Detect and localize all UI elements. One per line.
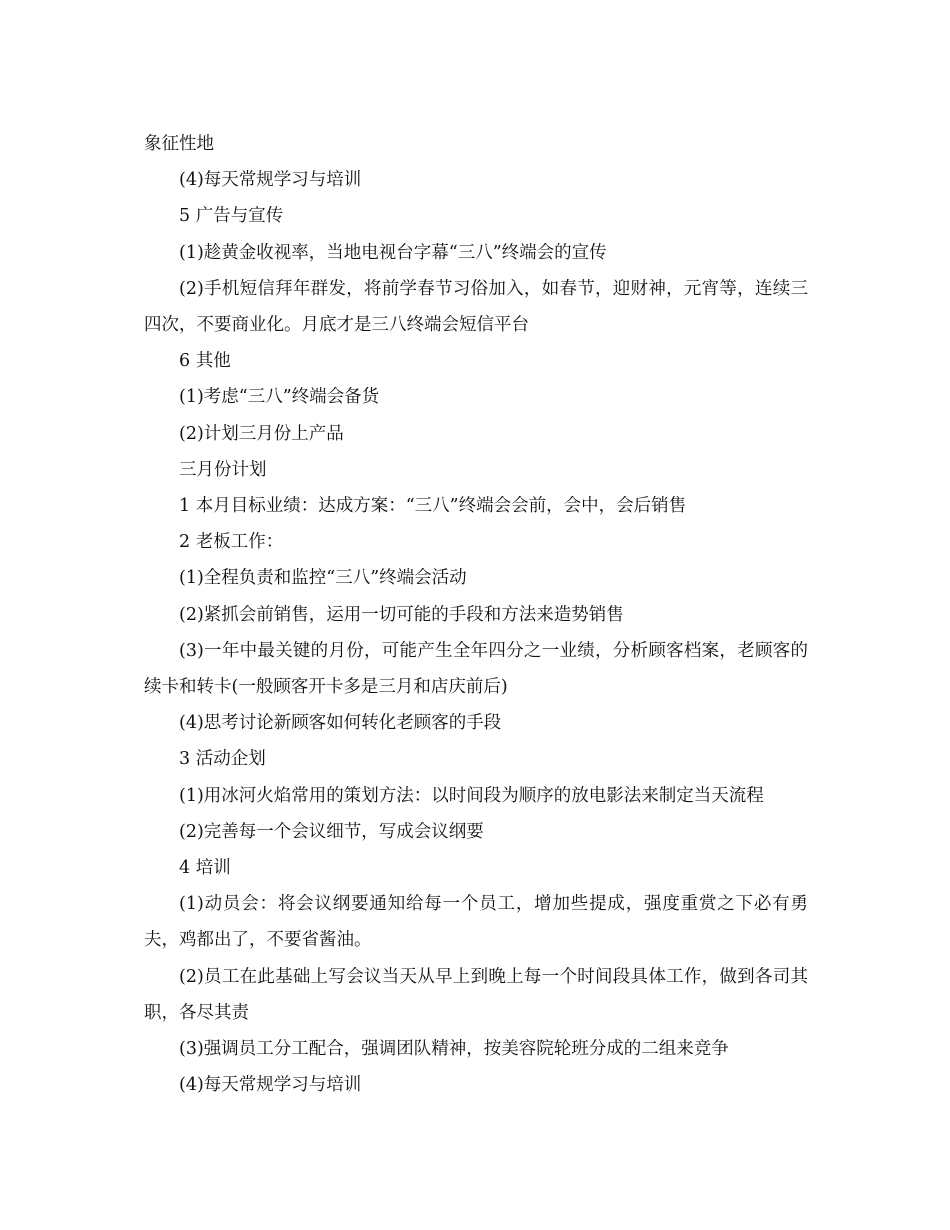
paragraph-item: (1)动员会：将会议纲要通知给每一个员工，增加些提成，强度重赏之下必有勇夫，鸡都出了，不要省酱油。 [144, 894, 808, 951]
paragraph-item: (4)思考讨论新顾客如何转化老顾客的手段 [179, 713, 502, 734]
paragraph-item: (4)每天常规学习与培训 [179, 1075, 362, 1096]
section-heading: 5 广告与宣传 [179, 206, 284, 227]
section-heading: 4 培训 [179, 858, 231, 879]
paragraph-item: (2)紧抓会前销售，运用一切可能的手段和方法来造势销售 [179, 604, 624, 625]
paragraph-item: (1)考虑“三八”终端会备货 [179, 387, 380, 408]
paragraph-item: (2)完善每一个会议细节，写成会议纲要 [179, 821, 484, 842]
paragraph-item: (3)一年中最关键的月份，可能产生全年四分之一业绩，分析顾客档案，老顾客的续卡和转卡(一般顾客开卡多是三月和店庆前后) [144, 640, 808, 698]
paragraph-item: (2)员工在此基础上写会议当天从早上到晚上每一个时间段具体工作，做到各司其职，各尽其责 [144, 966, 808, 1023]
section-heading: 1 本月目标业绩：达成方案：“三八”终端会会前，会中，会后销售 [179, 496, 687, 517]
paragraph-item: (2)手机短信拜年群发，将前学春节习俗加入，如春节，迎财神，元宵等，连续三四次，不要商业化。月底才是三八终端会短信平台 [144, 278, 808, 336]
paragraph-item: (2)计划三月份上产品 [179, 423, 344, 444]
paragraph-item: (1)趁黄金收视率，当地电视台字幕“三八”终端会的宣传 [179, 242, 607, 263]
paragraph-item: (1)全程负责和监控“三八”终端会活动 [179, 568, 467, 589]
plan-heading: 三月份计划 [179, 459, 267, 480]
document-body [144, 126, 808, 1103]
section-heading: 3 活动企划 [179, 749, 266, 770]
paragraph-continuation: 象征性地 [144, 134, 214, 154]
section-heading: 6 其他 [179, 351, 231, 372]
paragraph-item: (3)强调员工分工配合，强调团队精神，按美容院轮班分成的二组来竞争 [179, 1039, 729, 1060]
paragraph-item: (4)每天常规学习与培训 [179, 170, 362, 191]
paragraph-item: (1)用冰河火焰常用的策划方法：以时间段为顺序的放电影法来制定当天流程 [179, 785, 764, 806]
section-heading: 2 老板工作： [179, 532, 284, 553]
